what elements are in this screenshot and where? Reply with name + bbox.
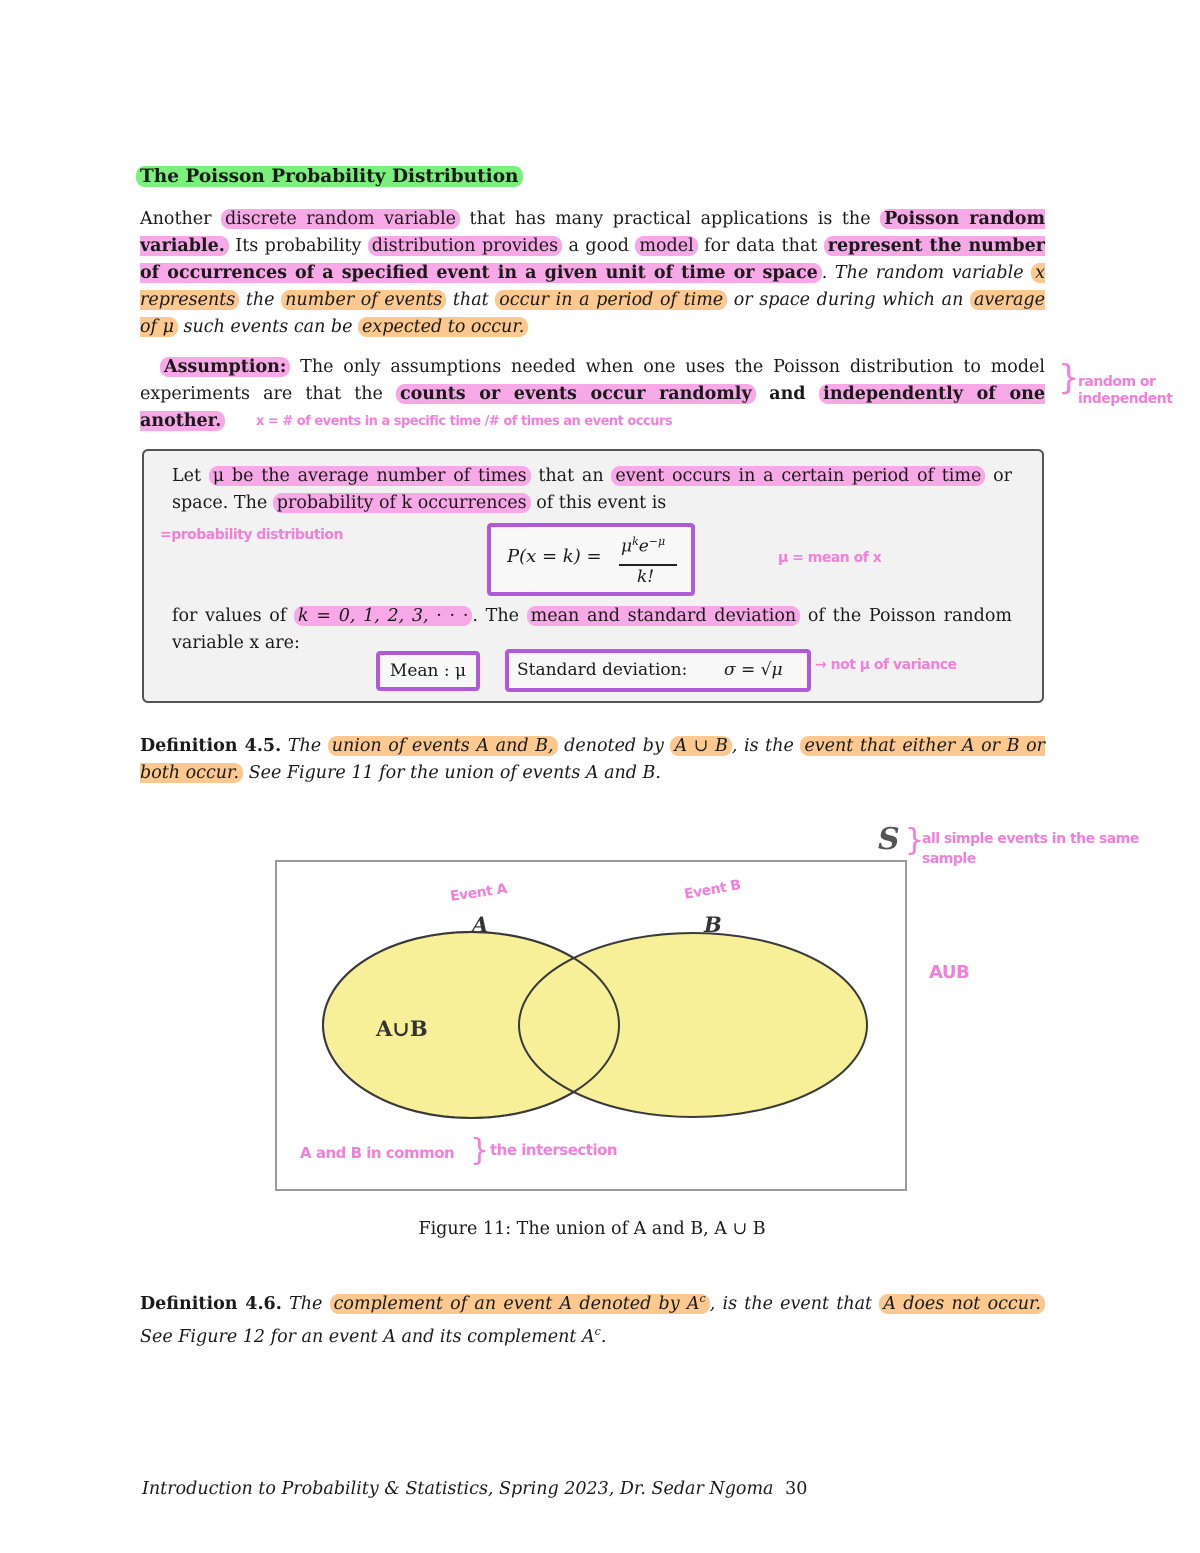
figure-caption: Figure 11: The union of A and B, A ∪ B <box>418 1219 766 1239</box>
sd-label: Standard deviation: <box>517 660 688 680</box>
intro-italic: or space during which an <box>727 290 970 310</box>
intro-italic: that <box>446 290 496 310</box>
highlight-event-occurs: event occurs in a certain period of time <box>611 466 985 486</box>
note-event-a: Event A <box>449 881 508 905</box>
formula-lhs: P(x = k) = <box>507 546 602 567</box>
formula-mu: μ <box>621 536 633 557</box>
definition-4-5 <box>140 733 1045 787</box>
note-probability-distribution: =probability distribution <box>160 527 343 543</box>
note-x-definition: x = # of events in a specific time /# of times an event occurs <box>256 414 673 429</box>
brace-icon: } <box>1058 358 1080 398</box>
intro-italic: the <box>239 290 282 310</box>
highlight-either-occur: event that either A or B or both occur. <box>140 736 1046 783</box>
footer-text: Introduction to Probability & Statistics, Spring 2023, Dr. Sedar Ngoma <box>142 1479 774 1499</box>
box-text: of this event is <box>530 493 667 513</box>
highlight-period: occur in a period of time <box>495 290 727 310</box>
box-paragraph-1 <box>172 463 1012 517</box>
highlight-poisson-rv: Poisson random variable. <box>140 209 1045 256</box>
highlight-x-represents: x represents <box>140 263 1045 310</box>
assumption-text: The only assumptions needed when one uses the Poisson distribution to model experiments are that the <box>140 357 1045 404</box>
def45-label: Definition 4.5. <box>140 736 282 756</box>
event-b-ellipse <box>519 933 867 1117</box>
note-aub: AUB <box>929 962 970 983</box>
note-event-b: Event B <box>683 877 742 903</box>
formula-box <box>487 523 695 596</box>
sup-c: c <box>699 1292 706 1305</box>
highlight-expected: expected to occur. <box>358 317 528 337</box>
intro-text: Another <box>140 209 221 229</box>
intro-italic: such events can be <box>177 317 359 337</box>
section-title-text: The Poisson Probability Distribution <box>136 166 523 187</box>
box-text: Let <box>172 466 209 486</box>
sd-formula: σ = √μ <box>724 660 783 680</box>
highlight-union: union of events A and B, <box>328 736 558 756</box>
def45-text: See Figure 11 for the union of events A and B. <box>243 763 661 783</box>
highlight-mean-sd: mean and standard deviation <box>527 606 801 626</box>
def46-text: See Figure 12 for an event A and its complement A <box>140 1326 595 1347</box>
definition-4-6 <box>140 1285 1045 1351</box>
highlight-model: model <box>635 236 697 256</box>
label-b: B <box>704 912 722 937</box>
intro-paragraph <box>140 206 1045 341</box>
highlight-number-events: number of events <box>281 290 446 310</box>
formula-sup-mu: −μ <box>648 535 666 548</box>
intro-text: a good <box>562 236 636 256</box>
label-s: S <box>878 822 900 857</box>
highlight-average: average of μ <box>140 290 1045 337</box>
highlight-a-union-b: A ∪ B <box>670 736 731 756</box>
note-mu-mean: μ = mean of x <box>778 550 882 566</box>
note-sample-space: all simple events in the same sample <box>922 831 1139 867</box>
highlight-distribution: distribution provides <box>368 236 562 256</box>
intro-italic: The random variable <box>834 263 1032 283</box>
highlight-independently: independently of one another. <box>140 384 1045 431</box>
intro-text: for data that <box>697 236 824 256</box>
def45-text: The <box>281 736 328 756</box>
page-number: 30 <box>785 1479 808 1499</box>
highlight-probability-k: probability of k occurrences <box>273 493 531 513</box>
highlight-k-values: k = 0, 1, 2, 3, · · · <box>294 606 472 626</box>
box-text: of the Poisson random variable x are: <box>172 606 1012 653</box>
highlight-discrete-rv: discrete random variable <box>221 209 460 229</box>
def46-text: The <box>281 1293 330 1314</box>
formula-denominator: k! <box>637 567 655 587</box>
intro-text: that has many practical applications is the <box>460 209 881 229</box>
highlight-complement <box>330 1294 710 1314</box>
assumption-text: and <box>755 384 820 404</box>
note-intersection: the intersection <box>490 1141 618 1159</box>
highlight-does-not-occur: A does not occur. <box>879 1294 1045 1314</box>
def45-text: denoted by <box>557 736 671 756</box>
def46-text: . <box>600 1326 607 1347</box>
formula-sup-k: k <box>632 535 639 548</box>
note-sd: → not μ of variance <box>815 657 957 673</box>
intro-text: Its probability <box>228 236 368 256</box>
brace-icon: } <box>905 823 924 858</box>
formula-e: e <box>638 536 649 557</box>
footer <box>142 1479 807 1499</box>
def46-label: Definition 4.6. <box>140 1293 282 1314</box>
formula-numerator <box>621 535 665 557</box>
intro-text: . <box>821 263 835 283</box>
box-text: for values of <box>172 606 295 626</box>
brace-icon: } <box>470 1133 489 1168</box>
label-a-union-b: A∪B <box>376 1016 428 1041</box>
note-common: A and B in common <box>300 1144 455 1162</box>
highlight-occurrences: represent the number of occurrences of a specified event in a given unit of time or space <box>140 236 1045 283</box>
box-text: or space. The <box>172 466 1013 513</box>
box-text: that an <box>530 466 612 486</box>
assumption-label: Assumption: <box>160 357 290 377</box>
sup-c: c <box>594 1324 601 1338</box>
formula-fraction-bar <box>619 564 677 566</box>
note-random-independent: random or independent <box>1078 374 1173 407</box>
highlight-complement-text: complement of an event A denoted by A <box>333 1293 700 1314</box>
label-a: A <box>472 912 489 937</box>
highlight-randomly: counts or events occur randomly <box>396 384 756 404</box>
highlight-mu-average: μ be the average number of times <box>209 466 531 486</box>
sd-box <box>505 649 811 692</box>
def46-text: , is the event that <box>709 1293 880 1314</box>
box-text: . The <box>472 606 527 626</box>
section-title <box>136 166 523 187</box>
def45-text: , is the <box>731 736 801 756</box>
mean-box: Mean : μ <box>376 651 480 691</box>
